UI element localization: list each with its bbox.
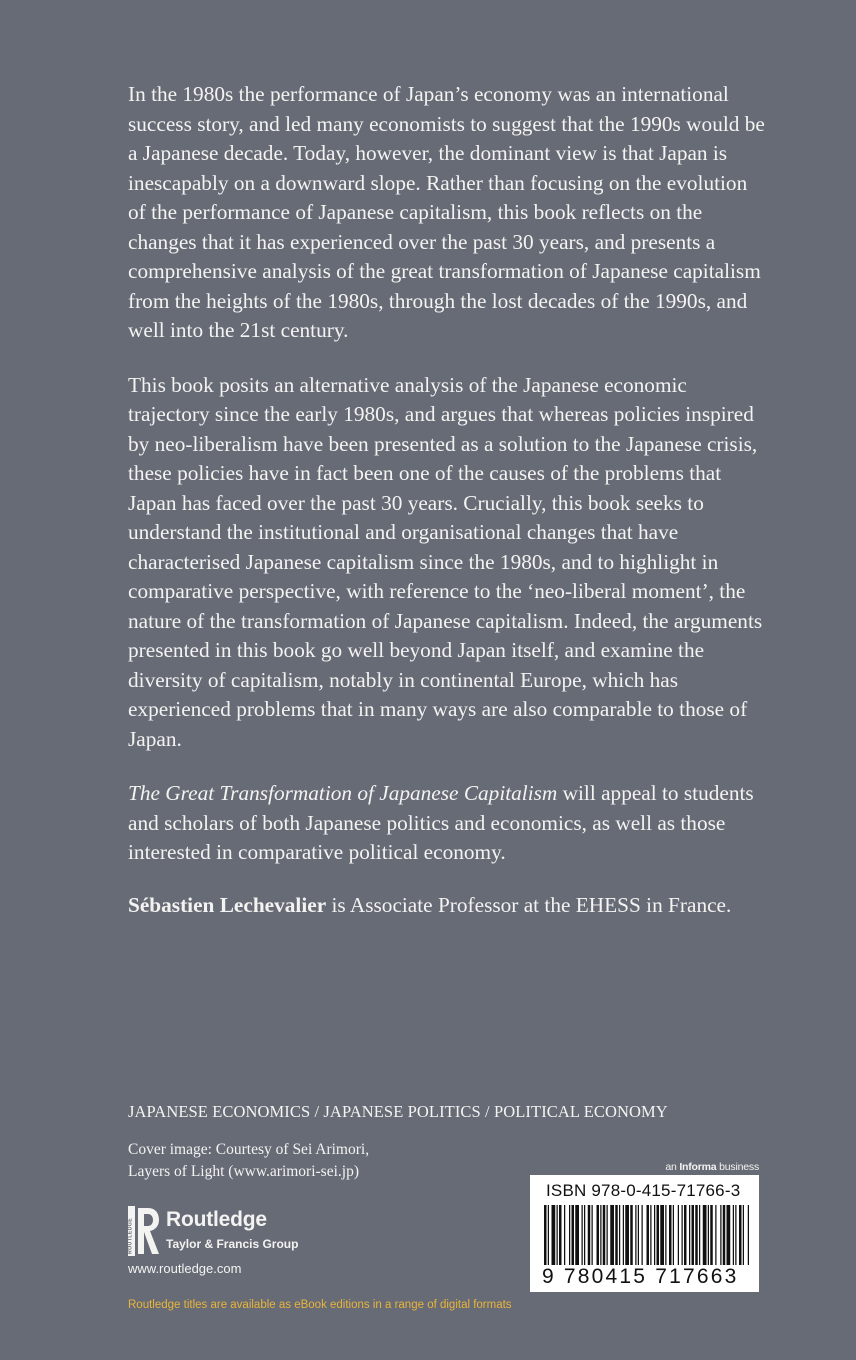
blurb-paragraph-2: This book posits an alternative analysis of the Japanese economic trajectory since the early 1980s, and argues that whereas policies inspired by neo-liberalism have been presented as a solution to the Japanese crisis, these policies have in fact been one of the causes of the problems that Japan has faced over the past 30 years. Crucially, this book seeks to understand the institutional and organisational changes that have characterised Japanese capitalism since the 1980s, and to highlight in comparative perspective, with reference to the ‘neo-liberal moment’, the nature of the transformation of Japanese capitalism. Indeed, the arguments presented in this book go well beyond Japan itself, and examine the diversity of capitalism, notably in continental Europe, which has experienced problems that in many ways are also comparable to those of Japan. [128, 372, 763, 751]
barcode-bar [735, 1205, 736, 1265]
cover-image-credit [128, 1139, 369, 1183]
barcode-bar [600, 1205, 601, 1265]
barcode-bar [615, 1205, 618, 1265]
barcode-bar [673, 1205, 674, 1265]
barcode-bar [723, 1205, 726, 1265]
barcode-bar [682, 1205, 683, 1265]
barcode-bar [564, 1205, 565, 1265]
logo-vertical-wordmark: ROUTLEDGE [128, 1217, 134, 1254]
barcode-bar [582, 1205, 583, 1265]
barcode-bar [638, 1205, 639, 1265]
barcode-bar [748, 1205, 749, 1265]
barcode-bar [647, 1205, 650, 1265]
barcode-bar [703, 1205, 707, 1265]
barcode-bar [692, 1205, 695, 1265]
barcode-bar [727, 1205, 731, 1265]
blurb-paragraph-1: In the 1980s the performance of Japan’s economy was an international success story, and led many economists to suggest that the 1990s would be a Japanese decade. Today, however, the dominant view is that Japan is inescapably on a downward slope. Rather than focusing on the evolution of the performance of Japanese capitalism, this book reflects on the changes that it has experienced over the past 30 years, and presents a comprehensive analysis of the great transformation of Japanese capitalism from the heights of the 1980s, through the lost decades of the 1990s, and well into the 21st century. [128, 82, 765, 342]
barcode-bar [660, 1205, 664, 1265]
blurb-paragraph-3-text: will appeal to students and scholars of both Japanese politics and economics, as well as those interested in comparative political economy. [128, 781, 754, 864]
isbn-label: ISBN 978-0-415-71766-3 [546, 1181, 741, 1200]
barcode-digits: 9 780415 717663 [542, 1265, 739, 1288]
barcode-bar [603, 1205, 606, 1265]
barcode-bar [575, 1205, 579, 1265]
barcode-bar [733, 1205, 734, 1265]
barcode-bar [739, 1205, 742, 1265]
barcode-bar [588, 1205, 591, 1265]
barcode-bar [642, 1205, 643, 1265]
back-cover-blurb [128, 80, 768, 945]
barcode-bar [548, 1205, 549, 1265]
routledge-logo-icon [128, 1206, 160, 1256]
barcode-bar [715, 1205, 716, 1265]
barcode-bar [597, 1205, 600, 1265]
barcode-bar [720, 1205, 721, 1265]
informa-bold: Informa [679, 1161, 717, 1173]
barcode-bar [650, 1205, 651, 1265]
publisher-group: Taylor & Francis Group [166, 1237, 299, 1251]
barcode-bar [607, 1205, 608, 1265]
barcode-bar [654, 1205, 655, 1265]
barcode-bar [552, 1205, 556, 1265]
book-title-italic: The Great Transformation of Japanese Capitalism [128, 781, 558, 805]
informa-business-tag [665, 1161, 759, 1173]
informa-suffix: business [716, 1161, 759, 1173]
barcode-bar [569, 1205, 570, 1265]
barcode-bar [689, 1205, 690, 1265]
credit-line-2: Layers of Light (www.arimori-sei.jp) [128, 1163, 359, 1180]
barcode-bar [710, 1205, 713, 1265]
barcode-box [530, 1175, 759, 1292]
barcode-bar [657, 1205, 660, 1265]
barcode-bar [610, 1205, 614, 1265]
barcode-bar [665, 1205, 666, 1265]
informa-prefix: an [665, 1161, 680, 1173]
barcode-bars [544, 1205, 749, 1265]
barcode-bar [572, 1205, 575, 1265]
barcode-bar [695, 1205, 698, 1265]
barcode-bar [619, 1205, 620, 1265]
barcode-bar [708, 1205, 709, 1265]
barcode-bar [623, 1205, 624, 1265]
barcode-bar [559, 1205, 562, 1265]
barcode-bar [678, 1205, 679, 1265]
barcode-bar [635, 1205, 636, 1265]
barcode-bar [625, 1205, 629, 1265]
author-bio [128, 891, 768, 921]
ebook-availability-note: Routledge titles are available as eBook editions in a range of digital formats [128, 1299, 512, 1311]
barcode-bar [699, 1205, 700, 1265]
barcode-bar [592, 1205, 593, 1265]
barcode-bar [630, 1205, 633, 1265]
barcode-bar [584, 1205, 585, 1265]
routledge-logo [128, 1206, 328, 1256]
credit-line-1: Cover image: Courtesy of Sei Arimori, [128, 1141, 370, 1158]
author-bio-text: is Associate Professor at the EHESS in France. [326, 892, 732, 917]
publisher-name: Routledge [166, 1208, 267, 1231]
blurb-paragraph-3 [128, 779, 768, 868]
barcode-bar [544, 1205, 547, 1265]
barcode-bar [669, 1205, 672, 1265]
author-name: Sébastien Lechevalier [128, 892, 327, 917]
barcode-bar [684, 1205, 687, 1265]
publisher-website: www.routledge.com [128, 1261, 242, 1276]
barcode-bar [743, 1205, 744, 1265]
barcode-bar [557, 1205, 558, 1265]
subject-categories: JAPANESE ECONOMICS / JAPANESE POLITICS / POLITICAL ECONOMY [128, 1102, 668, 1121]
